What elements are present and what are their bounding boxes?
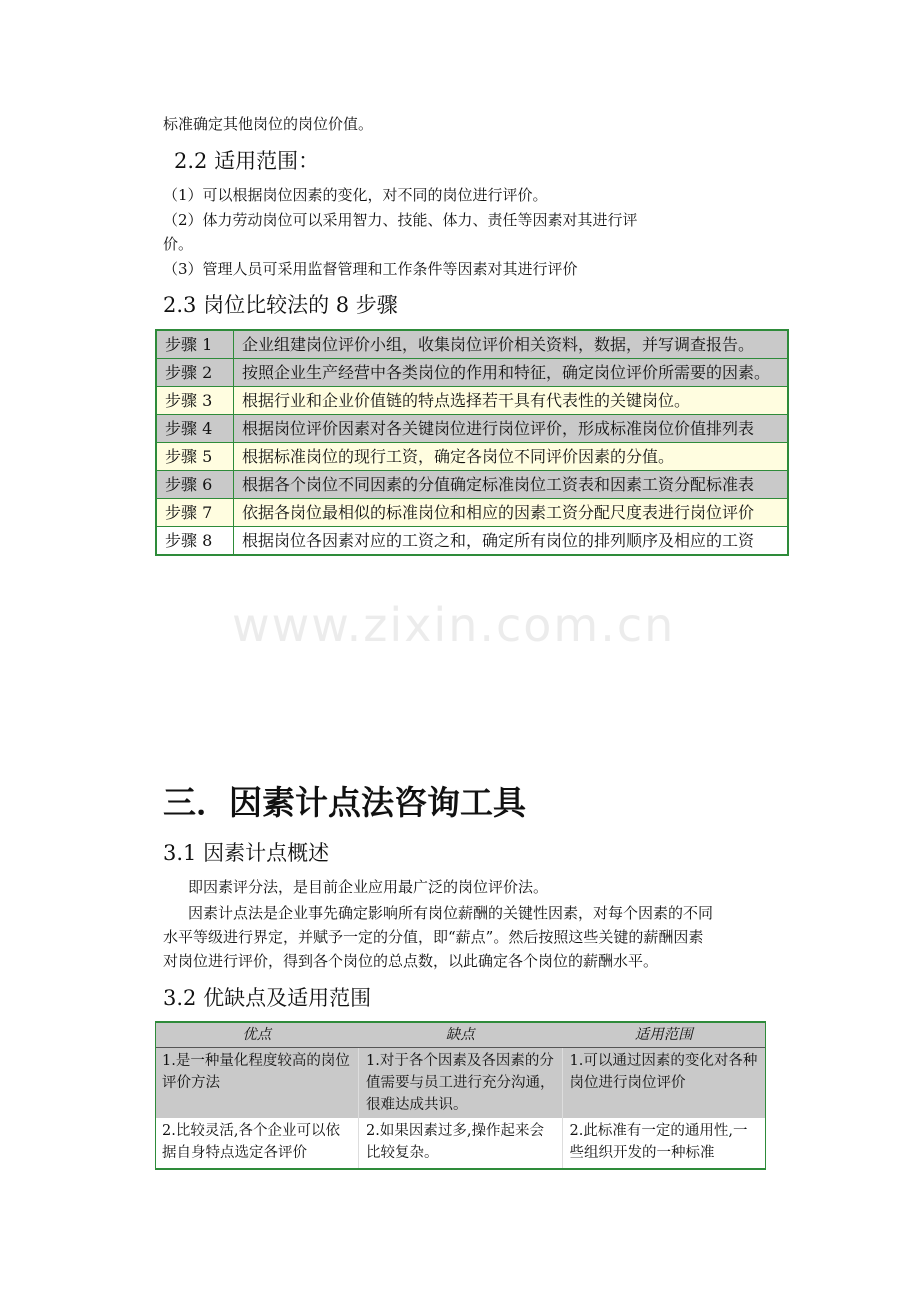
step-label: 步骤 2 bbox=[156, 359, 234, 387]
table-header-row bbox=[155, 1022, 766, 1048]
step-label: 步骤 8 bbox=[156, 527, 234, 556]
step-row bbox=[156, 471, 788, 499]
overview-para-2-line3: 对岗位进行评价，得到各个岗位的总点数，以此确定各个岗位的薪酬水平。 bbox=[163, 952, 659, 970]
step-row bbox=[156, 359, 788, 387]
step-row bbox=[156, 499, 788, 527]
continued-text-line: 标准确定其他岗位的岗位价值。 bbox=[163, 115, 374, 133]
table-cell: 1.是一种量化程度较高的岗位评价方法 bbox=[155, 1048, 359, 1119]
step-text: 根据各个岗位不同因素的分值确定标准岗位工资表和因素工资分配标准表 bbox=[234, 471, 789, 499]
step-label: 步骤 1 bbox=[156, 330, 234, 359]
scope-item-3: （3）管理人员可采用监督管理和工作条件等因素对其进行评价 bbox=[163, 260, 578, 278]
overview-para-2-line1: 因素计点法是企业事先确定影响所有岗位薪酬的关键性因素，对每个因素的不同 bbox=[188, 904, 714, 922]
column-header-scope: 适用范围 bbox=[562, 1022, 766, 1048]
step-text: 根据行业和企业价值链的特点选择若干具有代表性的关键岗位。 bbox=[234, 387, 789, 415]
table-cell: 1.可以通过因素的变化对各种岗位进行岗位评价 bbox=[562, 1048, 766, 1119]
table-row bbox=[155, 1048, 766, 1119]
table-cell: 2.此标准有一定的通用性,一些组织开发的一种标准 bbox=[562, 1118, 766, 1169]
table-row bbox=[155, 1118, 766, 1169]
table-cell: 1.对于各个因素及各因素的分值需要与员工进行充分沟通，很难达成共识。 bbox=[359, 1048, 563, 1119]
step-label: 步骤 4 bbox=[156, 415, 234, 443]
step-label: 步骤 5 bbox=[156, 443, 234, 471]
watermark: www.zixin.com.cn bbox=[232, 598, 676, 652]
section-heading-2-3: 2.3 岗位比较法的 8 步骤 bbox=[163, 293, 398, 317]
step-text: 根据岗位评价因素对各关键岗位进行岗位评价，形成标准岗位价值排列表 bbox=[234, 415, 789, 443]
section-heading-2-2: 2.2 适用范围： bbox=[174, 149, 320, 173]
step-text: 按照企业生产经营中各类岗位的作用和特征，确定岗位评价所需要的因素。 bbox=[234, 359, 789, 387]
section-heading-3-1: 3.1 因素计点概述 bbox=[163, 841, 330, 865]
step-row bbox=[156, 330, 788, 359]
overview-para-1: 即因素评分法，是目前企业应用最广泛的岗位评价法。 bbox=[188, 878, 549, 896]
overview-para-2-line2: 水平等级进行界定，并赋予一定的分值，即“薪点”。然后按照这些关键的薪酬因素 bbox=[163, 928, 704, 946]
step-text: 根据岗位各因素对应的工资之和，确定所有岗位的排列顺序及相应的工资 bbox=[234, 527, 789, 556]
table-cell: 2.如果因素过多,操作起来会比较复杂。 bbox=[359, 1118, 563, 1169]
column-header-cons: 缺点 bbox=[359, 1022, 563, 1048]
chapter-title: 三．因素计点法咨询工具 bbox=[163, 783, 526, 822]
scope-item-2-cont: 价。 bbox=[163, 235, 194, 253]
steps-table bbox=[155, 329, 789, 556]
scope-item-2: （2）体力劳动岗位可以采用智力、技能、体力、责任等因素对其进行评 bbox=[163, 211, 638, 229]
step-row bbox=[156, 387, 788, 415]
step-text: 依据各岗位最相似的标准岗位和相应的因素工资分配尺度表进行岗位评价 bbox=[234, 499, 789, 527]
scope-item-1: （1）可以根据岗位因素的变化，对不同的岗位进行评价。 bbox=[163, 186, 548, 204]
step-label: 步骤 6 bbox=[156, 471, 234, 499]
step-row bbox=[156, 443, 788, 471]
step-text: 企业组建岗位评价小组，收集岗位评价相关资料，数据，并写调查报告。 bbox=[234, 330, 789, 359]
step-label: 步骤 7 bbox=[156, 499, 234, 527]
section-heading-3-2: 3.2 优缺点及适用范围 bbox=[163, 986, 372, 1010]
column-header-pros: 优点 bbox=[155, 1022, 359, 1048]
step-label: 步骤 3 bbox=[156, 387, 234, 415]
step-text: 根据标准岗位的现行工资，确定各岗位不同评价因素的分值。 bbox=[234, 443, 789, 471]
pros-cons-table bbox=[155, 1021, 766, 1170]
step-row bbox=[156, 527, 788, 556]
table-cell: 2.比较灵活,各个企业可以依据自身特点选定各评价 bbox=[155, 1118, 359, 1169]
step-row bbox=[156, 415, 788, 443]
